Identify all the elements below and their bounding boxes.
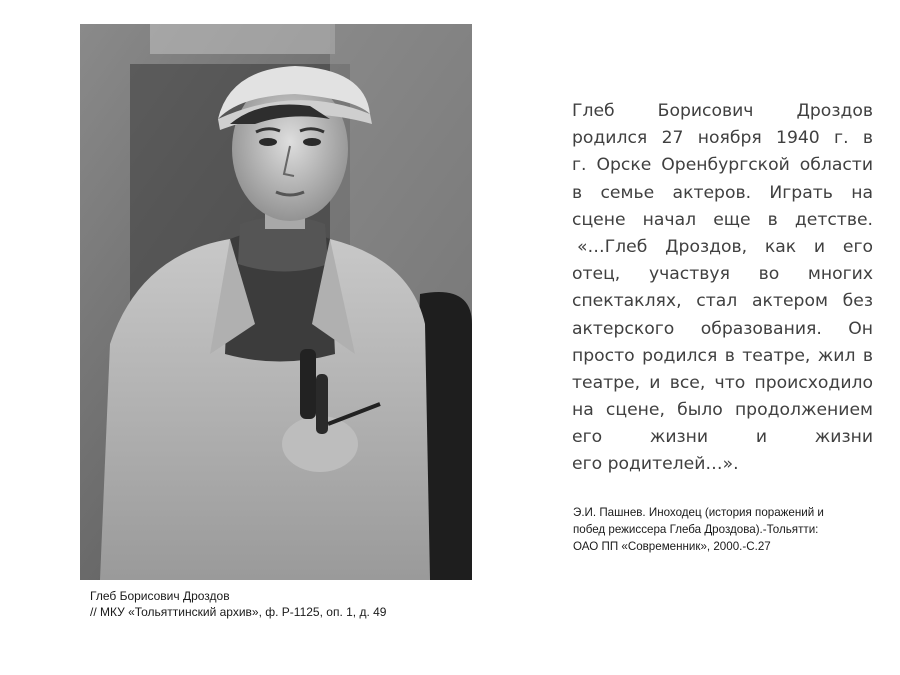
biography-line: спектаклях, стал актером без — [572, 291, 873, 312]
portrait-photo-icon — [80, 24, 472, 580]
biography-line: в семье актеров. Играть на — [572, 182, 873, 203]
biography-line: актерского образования. Он — [572, 318, 873, 339]
biography-line: г. Орске Оренбургской области — [572, 155, 873, 176]
biography-text — [572, 98, 873, 479]
caption-line: // МКУ «Тольяттинский архив», ф. Р-1125, оп. 1, д. 49 — [90, 605, 387, 619]
biography-line: его жизни и жизни — [572, 427, 873, 448]
citation-line: ОАО ПП «Современник», 2000.-С.27 — [573, 540, 771, 553]
biography-line: сцене начал еще в детстве. — [572, 209, 873, 230]
biography-line: «…Глеб Дроздов, как и его — [577, 236, 873, 257]
biography-line: родился 27 ноября 1940 г. в — [572, 128, 873, 149]
caption-line: Глеб Борисович Дроздов — [90, 589, 230, 603]
biography-line: отец, участвуя во многих — [572, 264, 873, 285]
biography-line: театре, и все, что происходило — [572, 372, 873, 393]
citation-line: Э.И. Пашнев. Иноходец (история поражений и — [573, 506, 824, 519]
biography-line: просто родился в театре, жил в — [572, 345, 873, 366]
portrait-photo — [80, 24, 472, 580]
citation-line: побед режиссера Глеба Дроздова).-Тольятти: — [573, 523, 819, 536]
biography-line: на сцене, было продолжением — [572, 400, 873, 421]
biography-line: его родителей…». — [572, 454, 739, 475]
photo-caption — [90, 588, 386, 620]
biography-line: Глеб Борисович Дроздов — [572, 101, 873, 121]
source-citation — [573, 504, 824, 555]
